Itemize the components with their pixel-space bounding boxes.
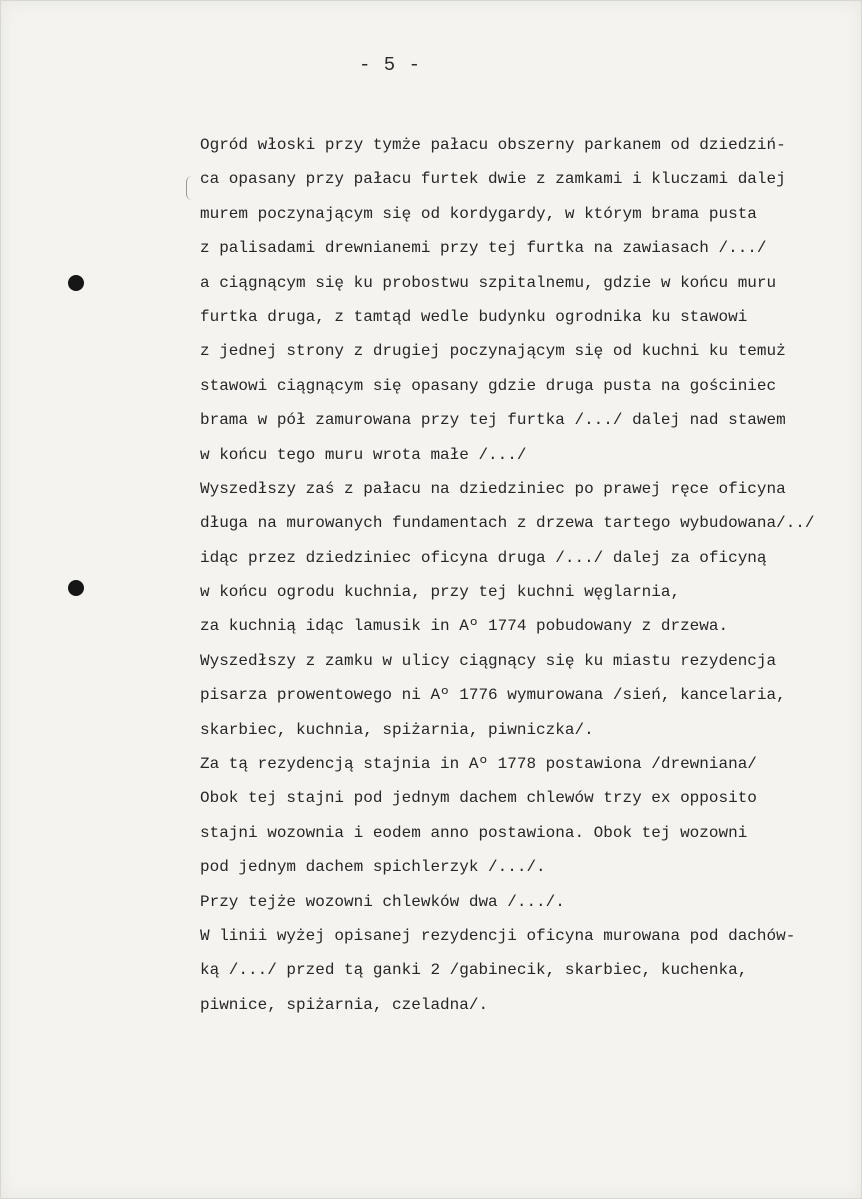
text-line: z jednej strony z drugiej poczynającym się od kuchni ku temuż (200, 342, 786, 361)
text-line: stawowi ciągnącym się opasany gdzie druga pusta na gościniec (200, 376, 777, 395)
text-line: stajni wozownia i eodem anno postawiona. Obok tej wozowni (200, 823, 748, 842)
text-line: w końcu ogrodu kuchnia, przy tej kuchni węglarnia, (200, 583, 681, 602)
text-line: Wyszedłszy z zamku w ulicy ciągnący się ku miastu rezydencja (200, 651, 777, 670)
text-line: a ciągnącym się ku probostwu szpitalnemu, gdzie w końcu muru (200, 273, 777, 292)
typewritten-body (200, 128, 850, 1022)
text-line: furtka druga, z tamtąd wedle budynku ogrodnika ku stawowi (200, 307, 748, 326)
text-line: ca opasany przy pałacu furtek dwie z zamkami i kluczami dalej (200, 170, 786, 189)
text-line: długa na murowanych fundamentach z drzewa tartego wybudowana/../ (200, 514, 815, 533)
text-line: Za tą rezydencją stajnia in Aº 1778 postawiona /drewniana/ (200, 755, 757, 774)
text-line: pod jednym dachem spichlerzyk /.../. (200, 858, 546, 877)
text-line: brama w pół zamurowana przy tej furtka /.../ dalej nad stawem (200, 411, 786, 430)
text-line: Przy tejże wozowni chlewków dwa /.../. (200, 892, 565, 911)
text-line: ką /.../ przed tą ganki 2 /gabinecik, skarbiec, kuchenka, (200, 961, 748, 980)
text-line: murem poczynającym się od kordygardy, w którym brama pusta (200, 204, 757, 223)
text-line: idąc przez dziedziniec oficyna druga /.../ dalej za oficyną (200, 548, 767, 567)
punch-hole (68, 580, 84, 596)
text-line: W linii wyżej opisanej rezydencji oficyna murowana pod dachów- (200, 926, 796, 945)
text-line: z palisadami drewnianemi przy tej furtka na zawiasach /.../ (200, 239, 767, 258)
text-line: Obok tej stajni pod jednym dachem chlewów trzy ex opposito (200, 789, 757, 808)
text-line: skarbiec, kuchnia, spiżarnia, piwniczka/. (200, 720, 594, 739)
text-line: Wyszedłszy zaś z pałacu na dziedziniec po prawej ręce oficyna (200, 479, 786, 498)
margin-mark (186, 176, 193, 200)
text-line: Ogród włoski przy tymże pałacu obszerny parkanem od dziedziń- (200, 136, 786, 154)
page-number: - 5 - (358, 54, 421, 76)
text-line: piwnice, spiżarnia, czeladna/. (200, 995, 489, 1014)
punch-hole (68, 275, 84, 291)
text-line: za kuchnią idąc lamusik in Aº 1774 pobudowany z drzewa. (200, 617, 729, 636)
text-line: w końcu tego muru wrota małe /.../ (200, 445, 527, 464)
text-line: pisarza prowentowego ni Aº 1776 wymurowana /sień, kancelaria, (200, 686, 786, 705)
